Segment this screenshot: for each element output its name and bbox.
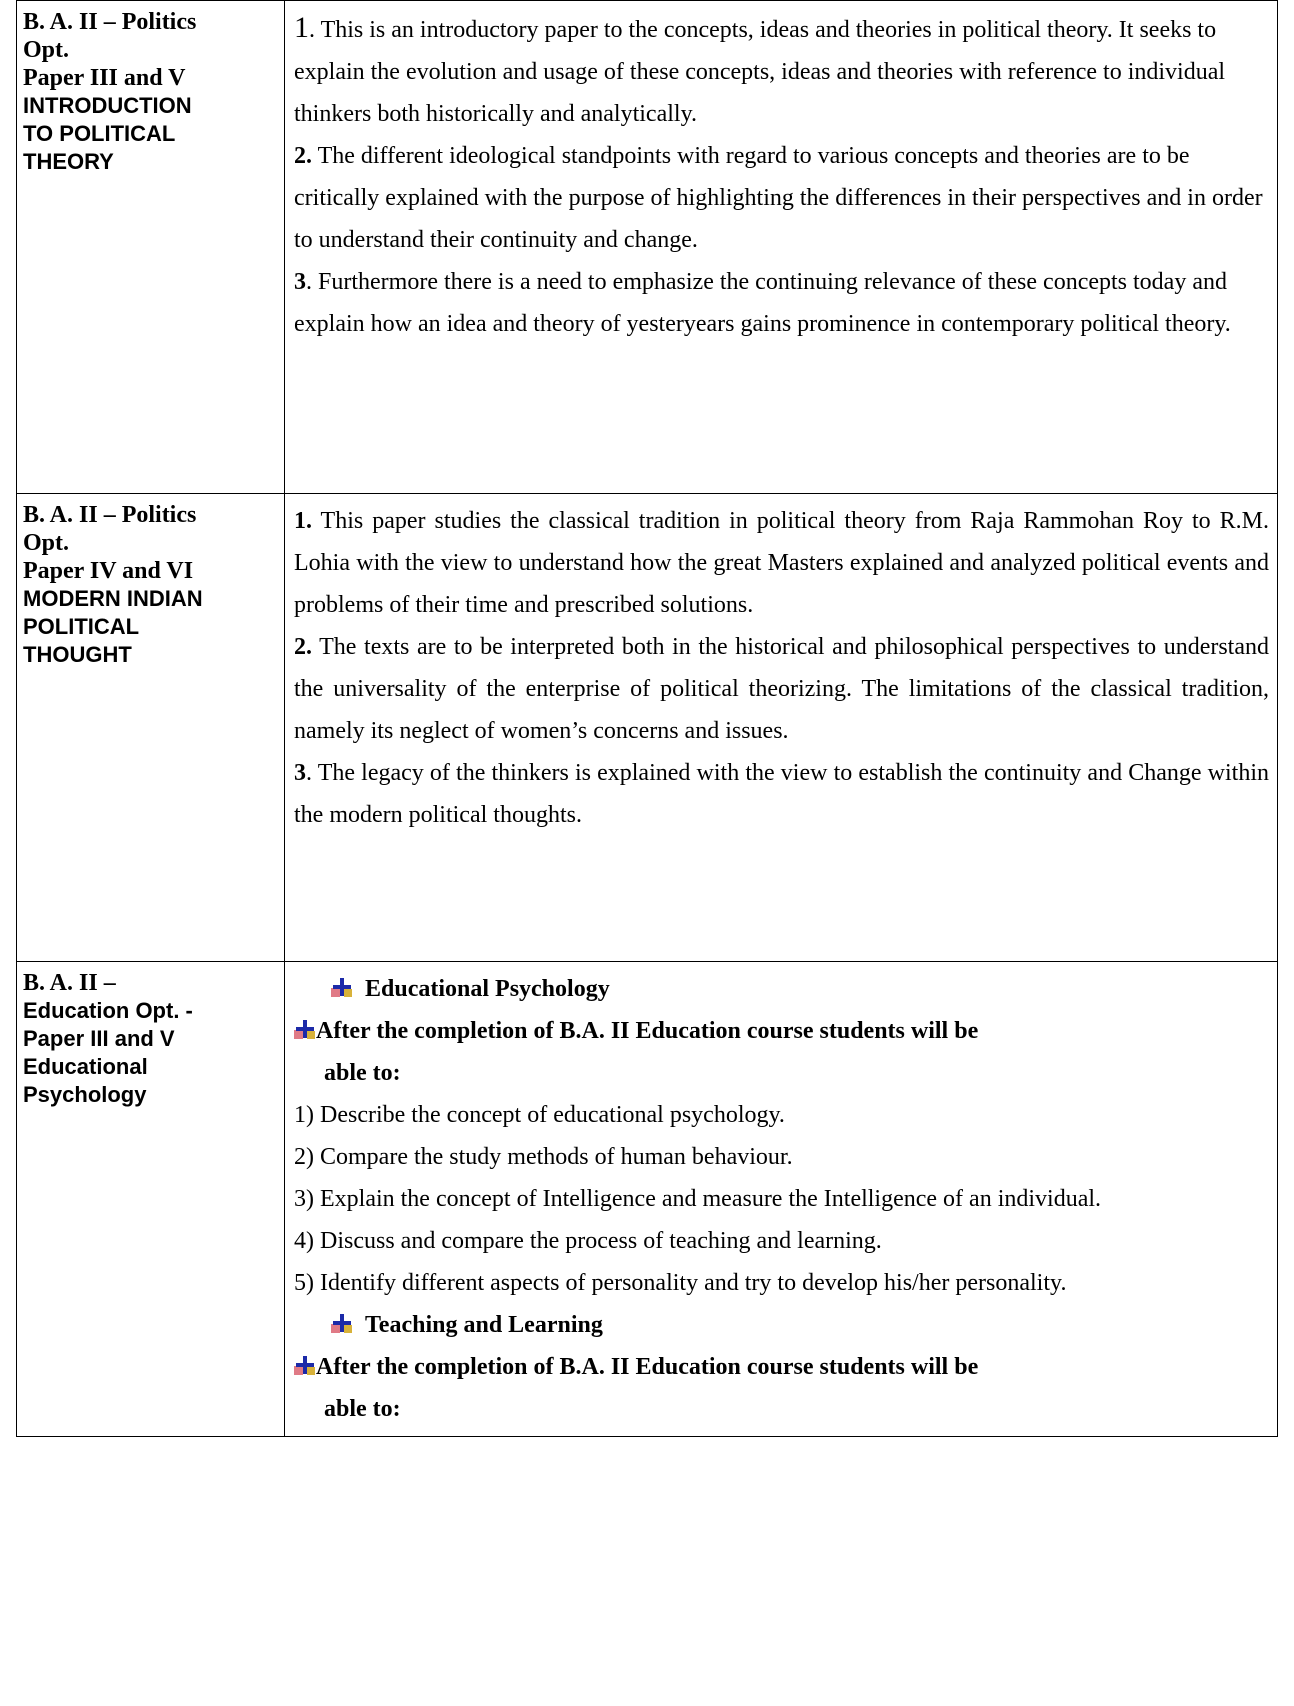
- table-row: [17, 494, 1278, 962]
- course-heading-line: Educational: [23, 1054, 148, 1079]
- course-outcomes-cell: [285, 494, 1278, 962]
- point-number: 1: [294, 11, 309, 44]
- point-text: The different ideological standpoints with regard to various concepts and theories are to be critically explained with the purpose of highlighting the differences in their perspectives and in order to understand their continuity and change.: [294, 143, 1263, 253]
- point-number: 2.: [294, 634, 312, 660]
- table-row: [17, 962, 1278, 1437]
- point-text: . This is an introductory paper to the concepts, ideas and theories in political theory. It seeks to explain the evolution and usage of these concepts, ideas and theories with reference to individual thinkers both historically and analytically.: [294, 17, 1226, 127]
- point-text: . The legacy of the thinkers is explained with the view to establish the continuity and Change within the modern political thoughts.: [294, 760, 1269, 828]
- course-heading-line: Opt.: [23, 37, 70, 63]
- blue-plus-bullet-icon: [294, 1354, 316, 1376]
- after-completion-line: able to:: [324, 1060, 401, 1086]
- point-text: The texts are to be interpreted both in the historical and philosophical perspectives to understand the universality of the enterprise of political theorizing. The limitations of the classical tradition, namely its neglect of women’s concerns and issues.: [294, 634, 1269, 744]
- point-number: 3: [294, 269, 306, 295]
- point-number: 3: [294, 760, 306, 786]
- course-heading-line: Paper III and V: [23, 65, 186, 91]
- list-item: 1) Describe the concept of educational psychology.: [294, 1102, 785, 1128]
- blue-plus-bullet-icon: [331, 1312, 353, 1334]
- point-number: 2.: [294, 143, 312, 169]
- outcome-point: [294, 7, 1269, 135]
- course-heading-cell: [17, 1, 285, 494]
- course-heading-cell: [17, 494, 285, 962]
- section-title: Teaching and Learning: [294, 1304, 1269, 1346]
- point-number: 1.: [294, 508, 312, 534]
- course-heading-line: B. A. II – Politics: [23, 502, 197, 528]
- course-heading-line: Paper IV and VI: [23, 558, 194, 584]
- course-heading-line: B. A. II –: [23, 970, 116, 996]
- course-heading-line: Opt.: [23, 530, 70, 556]
- course-heading-line: MODERN INDIAN: [23, 586, 203, 611]
- course-heading-line: Psychology: [23, 1082, 147, 1107]
- course-outcomes-table: [16, 0, 1278, 1437]
- outcome-point: [294, 626, 1269, 752]
- course-heading-line: TO POLITICAL: [23, 121, 176, 146]
- course-heading-line: INTRODUCTION: [23, 93, 192, 118]
- course-heading-line: THEORY: [23, 149, 114, 174]
- blue-plus-bullet-icon: [294, 1018, 316, 1040]
- course-outcomes-cell: [285, 1, 1278, 494]
- table-row: [17, 1, 1278, 494]
- course-heading-line: POLITICAL: [23, 614, 140, 639]
- list-item: 2) Compare the study methods of human behaviour.: [294, 1144, 793, 1170]
- course-heading-cell: [17, 962, 285, 1437]
- point-text: . Furthermore there is a need to emphasize the continuing relevance of these concepts today and explain how an idea and theory of yesteryears gains prominence in contemporary political theory.: [294, 269, 1231, 337]
- after-completion-line: After the completion of B.A. II Education course students will be: [294, 1010, 1269, 1052]
- course-heading-line: THOUGHT: [23, 642, 132, 667]
- list-item: 3) Explain the concept of Intelligence and measure the Intelligence of an individual.: [294, 1186, 1102, 1212]
- outcome-point: [294, 135, 1269, 261]
- outcome-point: [294, 752, 1269, 836]
- after-completion-line: After the completion of B.A. II Education course students will be: [294, 1346, 1269, 1388]
- outcome-point: [294, 261, 1269, 345]
- course-outcomes-cell: [285, 962, 1278, 1437]
- after-completion-line: able to:: [324, 1396, 401, 1422]
- list-item: 4) Discuss and compare the process of teaching and learning.: [294, 1228, 882, 1254]
- list-item: 5) Identify different aspects of personality and try to develop his/her personality.: [294, 1270, 1067, 1296]
- course-heading-line: Education Opt. -: [23, 998, 193, 1023]
- outcome-point: [294, 500, 1269, 626]
- section-title: Educational Psychology: [294, 968, 1269, 1010]
- blue-plus-bullet-icon: [331, 976, 353, 998]
- point-text: This paper studies the classical tradition in political theory from Raja Rammohan Roy to R.M. Lohia with the view to understand how the great Masters explained and analyzed political events and problems of their time and prescribed solutions.: [294, 508, 1269, 618]
- course-heading-line: B. A. II – Politics: [23, 9, 197, 35]
- course-heading-line: Paper III and V: [23, 1026, 175, 1051]
